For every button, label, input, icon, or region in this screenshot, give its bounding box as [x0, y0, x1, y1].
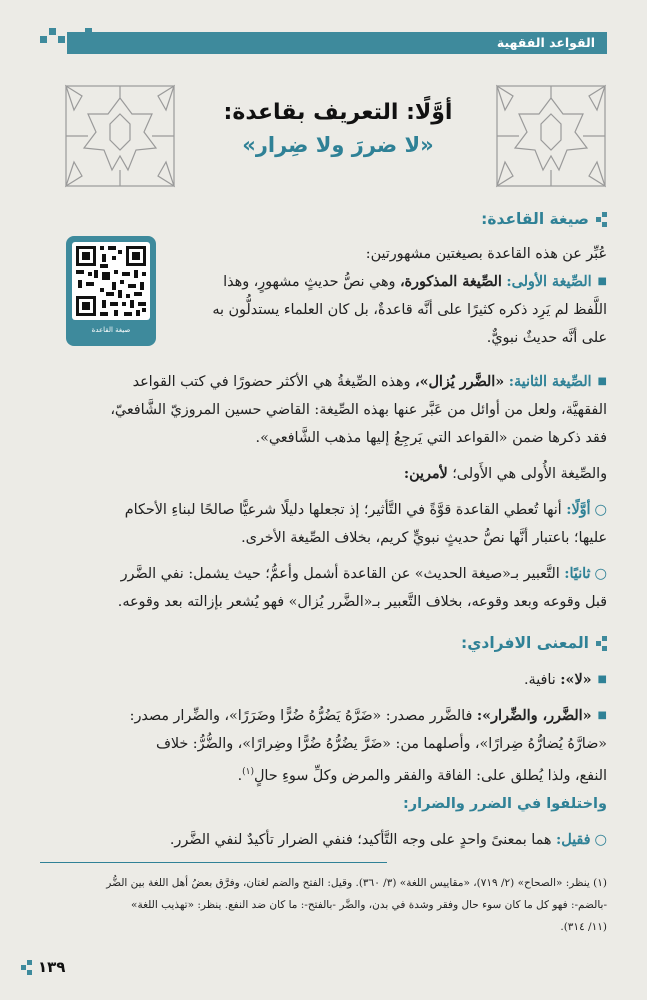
reason1-text: أنها تُعطي القاعدة قوَّةً في التَّأثير؛ إذ تجعلها دليلًا شرعيًّا صالحًا لبناءِ الأحكام — [124, 502, 567, 518]
footnote-line2: -بالضم-: فهو كل ما كان سوء حال وفقر وشدة في بدن، والضَّر -بالفتح-: ما كان ضد النفع. ينظر: «تهذيب اللغة» — [131, 899, 607, 911]
opinion-label: فقيل: — [556, 832, 591, 848]
darar-line3-text: النفع، ولذا يُطلق على: الفاقة والفقر والمرض وكلِّ سوءِ حالٍ — [254, 767, 607, 784]
geometric-ornament-left — [64, 84, 176, 188]
opinion-text: هما بمعنىً واحدٍ على وجه التَّأكيد؛ فنفي الضرار تأكيدٌ لنفي الضَّرر. — [169, 832, 557, 848]
preferred-bold: لأمرين: — [403, 466, 448, 482]
second-wording-label: الصِّيغة الثانية: — [508, 374, 592, 390]
geometric-ornament-right — [495, 84, 607, 188]
la-term: «لا»: — [560, 672, 592, 688]
la-text: نافية. — [523, 672, 561, 688]
reason1-line1 — [125, 496, 607, 524]
second-wording-line3: فقد ذكرها ضمن «القواعد التي يَرجِعُ إليها مذهب الشَّافعي». — [255, 430, 607, 446]
first-wording-line2: اللَّفظ لم يَرِد ذكره كثيرًا على أنَّه قاعدةٌ، بل كان العلماء يستدلُّون به — [212, 302, 607, 318]
first-wording-text: وهي نصُّ حديثٍ مشهورٍ، وهذا — [223, 274, 400, 290]
subheading-rule-wording — [481, 210, 607, 228]
reason2-label: ثانيًا: — [564, 566, 591, 582]
la-meaning-line — [524, 666, 607, 696]
header-decoration-squares — [40, 28, 110, 64]
second-wording-bold: «الضَّرر يُزال»، — [414, 374, 505, 390]
preferred-wording-line — [404, 460, 607, 488]
section-heading — [188, 96, 488, 180]
reason2-line1 — [121, 560, 607, 588]
squares-bullet-icon — [595, 212, 607, 226]
section-heading-rule-name: «لا ضررَ ولا ضِرار» — [242, 133, 434, 157]
reason2-line2: قبل وقوعه وبعد وقوعه، بخلاف التَّعبير بـ«الضَّرر يُزال» فهو يُشعر بإزالته بعد وقوعه. — [117, 594, 607, 610]
second-wording-line2: الفقهيَّة، ولعل من أوائل من عَبَّر عنها بهذه الصِّيغة: القاضي حسين المروزيّ الشَّافعيّ، — [110, 402, 607, 418]
subheading-lexical-meaning — [461, 634, 607, 652]
footnote-ref[interactable]: (١) — [242, 767, 255, 777]
squares-bullet-icon — [595, 636, 607, 650]
darar-line2: «ضارَّهُ يُضارُّهُ ضِرارًا»، وأصلهما من: «ضَرَّ يضُرُّهُ ضُرًّا وضِرارًا»، والضُّرُّ: خلاف — [156, 736, 607, 752]
footnote-line1: (١) ينظر: «الصحاح» (٢/ ٧١٩)، «مقاييس اللغة» (٣/ ٣٦٠). وقيل: الفتح والضم لغتان، وفرَّق بعضُ أهل اللغة بين الضُّر — [106, 877, 607, 889]
circle-bullet-icon: ○ — [594, 502, 607, 518]
page-number — [18, 958, 65, 976]
darar-line3-end: . — [237, 767, 243, 784]
reason2-text: التَّعبير بـ«صيغة الحديث» عن القاعدة أشمل وأعمُّ؛ حيث يشمل: نفي الضَّرر — [120, 566, 565, 582]
first-wording-line1 — [223, 268, 607, 298]
qr-code-card[interactable] — [66, 236, 156, 346]
qr-code-icon — [72, 242, 150, 320]
first-wording-line3: على أنَّه حديثٌ نبويٌّ. — [486, 330, 607, 346]
qr-code[interactable] — [72, 242, 150, 320]
section-heading-title: أوَّلًا: التعريف بقاعدة: — [223, 100, 453, 125]
darar-line1 — [130, 702, 607, 732]
subheading-text: واختلفوا في الضرر والضرار: — [403, 796, 607, 812]
darar-text: فالضَّرر مصدر: «ضَرَّهُ يَضُرُّهُ ضُرًّا وضَرَرًا»، والضِّرار مصدر: — [129, 708, 477, 724]
reason1-label: أوَّلًا: — [566, 502, 591, 518]
circle-bullet-icon: ○ — [594, 832, 607, 848]
running-header-title: القواعد الفقهية — [496, 35, 595, 50]
preferred-text: والصِّيغة الأُولى هي الأَولى؛ — [447, 466, 607, 482]
subheading-disagreement — [403, 796, 607, 812]
squares-decoration-icon — [18, 960, 32, 974]
qr-caption: صيغة القاعدة — [91, 326, 131, 334]
second-wording-text: وهذه الصِّيغةُ هي الأكثر حضورًا في كتب القواعد — [132, 374, 415, 390]
subheading-text: صيغة القاعدة: — [481, 210, 589, 228]
running-header — [67, 32, 607, 54]
circle-bullet-icon: ○ — [594, 566, 607, 582]
subheading-text: المعنى الافرادي: — [461, 634, 589, 652]
first-wording-label: الصِّيغة الأولى: — [506, 274, 592, 290]
footnote-line3: (١١/ ٣١٤). — [560, 921, 607, 933]
opinion-line — [170, 826, 607, 854]
footnote-divider — [40, 862, 387, 863]
darar-term: «الضَّرر، والضِّرار»: — [476, 708, 592, 724]
page-number-text: ١٣٩ — [38, 958, 66, 976]
first-wording-bold: الصِّيغة المذكورة، — [399, 274, 502, 290]
second-wording-line1 — [133, 368, 607, 398]
intro-line: عُبِّر عن هذه القاعدة بصيغتين مشهورتين: — [365, 246, 607, 262]
darar-line3 — [238, 758, 607, 790]
reason1-line2: عليها؛ باعتبار أنَّها نصُّ حديثٍ نبويٍّ كريم، بخلاف الصِّيغة الأخرى. — [241, 530, 607, 546]
